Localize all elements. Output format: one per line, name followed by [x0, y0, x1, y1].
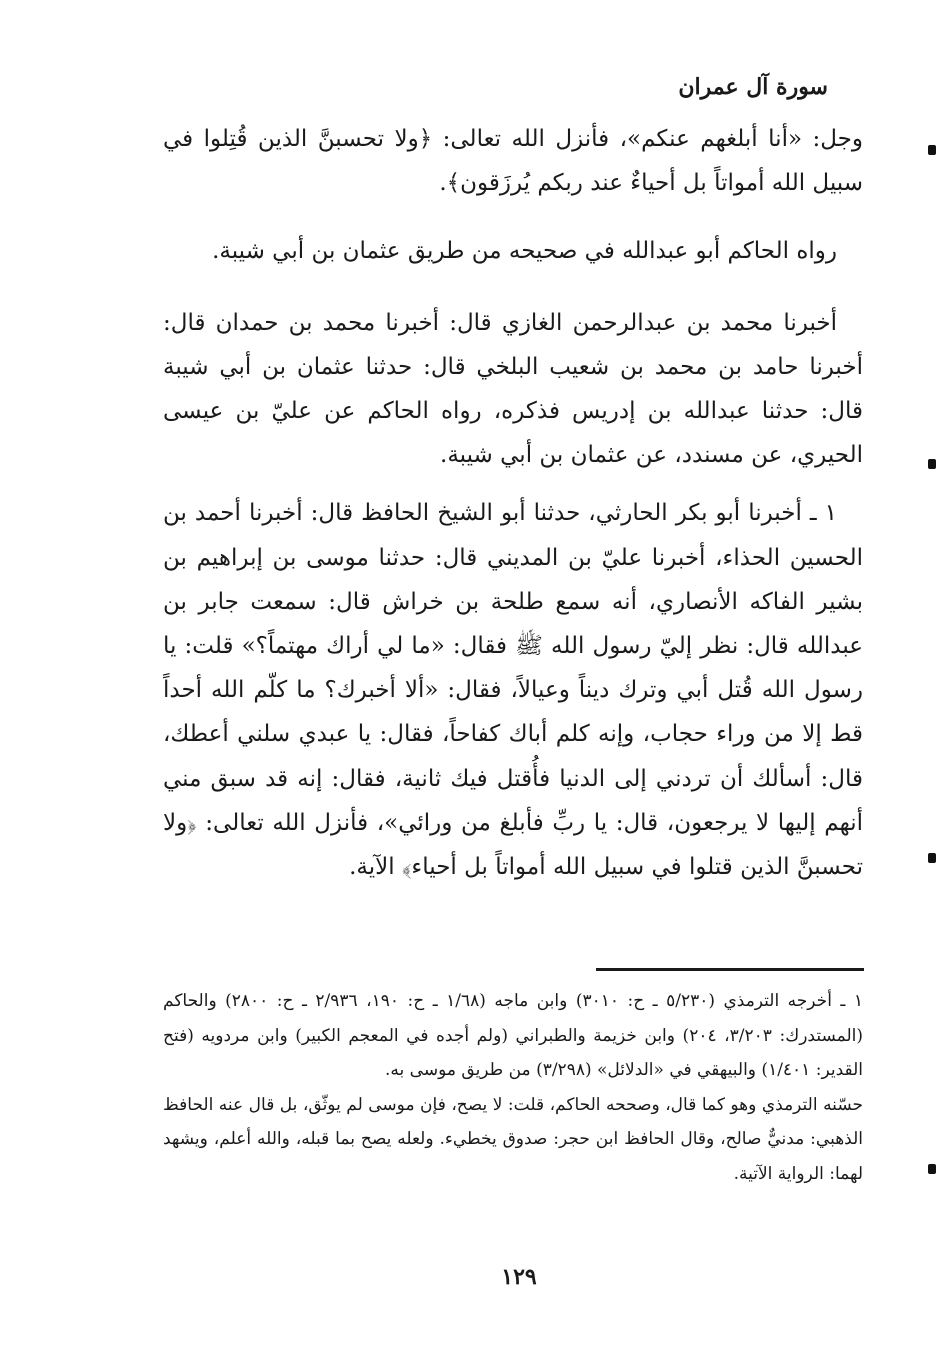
intro-paragraph: وجل: «أنا أبلغهم عنكم»، فأنزل الله تعالى: ﴿ولا تحسبنَّ الذين قُتِلوا في سبيل الله أمواتاً بل أحياءٌ عند ربكم يُرزَقون﴾. — [163, 126, 863, 197]
hadith-paragraph — [163, 491, 863, 889]
page-number: ١٢٩ — [501, 1264, 537, 1290]
running-header — [528, 72, 828, 102]
hadith-rest: أحمد بن الحسين الحذاء، أخبرنا عليّ بن المديني قال: حدثنا موسى بن إبراهيم بن بشير الفاكه الأنصاري، أنه سمع طلحة بن خراش قال: سمعت جابر بن عبدالله قال: نظر إليّ رسول الله ﷺ فقال: «ما لي أراك مهتماً؟» قلت: يا رسول الله قُتل أبي وترك ديناً وعيالاً، فقال: «ألا أخبرك؟ ما كلّم الله أحداً قط إلا من وراء حجاب، وإنه كلم أباك كفاحاً، فقال: يا عبدي سلني أعطك، قال: أسألك أن تردني إلى الدنيا فأُقتل فيك ثانية، فقال: إنه قد سبق مني أنهم إليها لا يرجعون، قال: يا ربِّ فأبلغ من ورائي»، فأنزل الله تعالى: ﴿ولا تحسبنَّ الذين قتلوا في سبيل الله أمواتاً بل أحياء﴾ الآية. — [163, 500, 863, 881]
footnotes — [163, 984, 863, 1191]
margin-mark — [928, 853, 936, 863]
margin-mark — [928, 145, 936, 155]
main-body — [163, 117, 863, 889]
footnote-takhrij: ١ ـ أخرجه الترمذي (٥/٢٣٠ ـ ح: ٣٠١٠) وابن ماجه (١/٦٨ ـ ح: ١٩٠، ٢/٩٣٦ ـ ح: ٢٨٠٠) والحاكم (المستدرك: ٣/٢٠٣، ٢٠٤) وابن خزيمة والطبراني (ولم أجده في المعجم الكبير) وابن مردويه (فتح القدير: ١/٤٠١) والبيهقي في «الدلائل» (٣/٢٩٨) من طريق موسى به. — [163, 991, 863, 1080]
isnad-rest: قال: أخبرنا حامد بن محمد بن شعيب البلخي قال: حدثنا عثمان بن أبي شيبة قال: حدثنا عبدالله بن إدريس فذكره، رواه الحاكم عن عليّ بن عيسى الحيري، عن مسندد، عن عثمان بن أبي شيبة. — [163, 309, 863, 469]
riwaya-paragraph: رواه الحاكم أبو عبدالله في صحيحه من طريق عثمان بن أبي شيبة. — [212, 238, 837, 265]
margin-mark — [928, 1164, 936, 1174]
footnote-hukm: حسّنه الترمذي وهو كما قال، وصححه الحاكم، قلت: لا يصح، فإن موسى لم يوثّق، بل قال عنه الحافظ الذهبي: مدنيٌّ صالح، وقال الحافظ ابن حجر: صدوق يخطيء. ولعله يصح بما قبله، والله أعلم، ويشهد لهما: الرواية الآتية. — [163, 1094, 863, 1184]
surah-title: سورة آل عمران — [678, 74, 828, 100]
isnad-first-line: أخبرنا محمد بن عبدالرحمن الغازي قال: أخبرنا محمد بن حمدان — [215, 309, 837, 336]
isnad-paragraph — [163, 301, 863, 478]
footnote-separator — [596, 968, 864, 971]
hadith-first-line: ١ ـ أخبرنا أبو بكر الحارثي، حدثنا أبو الشيخ الحافظ قال: أخبرنا — [248, 500, 838, 527]
margin-mark — [928, 459, 936, 469]
